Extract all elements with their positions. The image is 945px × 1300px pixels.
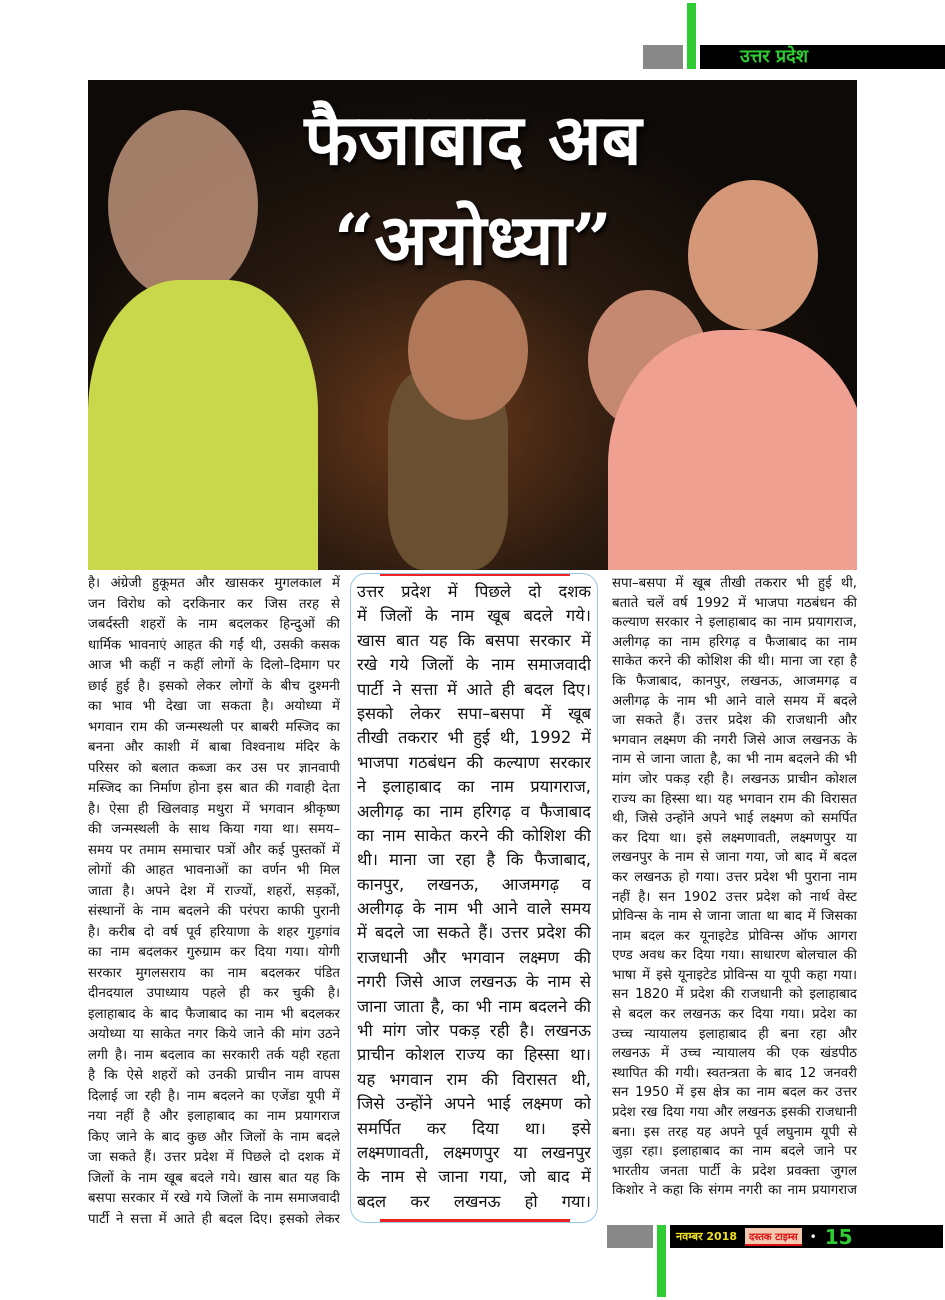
text-line: जुड़ा रहा। इलाहाबाद का नाम बदले जाने पर bbox=[612, 1144, 857, 1160]
bullet: • bbox=[809, 1229, 817, 1244]
headline bbox=[238, 90, 708, 290]
text-line: इलाहाबाद के बाद फैजाबाद का नाम भी बदलकर bbox=[88, 1006, 340, 1022]
text-line: खास बात यह कि बसपा सरकार में bbox=[357, 630, 591, 650]
text-line: आज भी कहीं न कहीं लोगों के दिलो–दिमाग पर bbox=[88, 658, 340, 673]
text-line: ने इलाहाबाद का नाम प्रयागराज, bbox=[357, 777, 591, 797]
text-line: उच्च न्यायालय इलाहाबाद ही बना रहा और bbox=[612, 1026, 857, 1042]
issue-date: नवम्बर 2018 bbox=[676, 1230, 738, 1243]
text-line: सरकार मुगलसराय का नाम बदलकर पंडित bbox=[88, 965, 340, 981]
text-line: मांग जोर पकड़ रही है। लखनऊ प्राचीन कोशल bbox=[612, 771, 857, 787]
header-gray-block bbox=[643, 45, 683, 69]
text-line: है। ऐसा ही खिलवाड़ मथुरा में भगवान श्रीकृष्ण bbox=[88, 801, 340, 817]
text-line: नहीं है। सन 1902 उत्तर प्रदेश को नार्थ वेस्ट bbox=[612, 889, 857, 905]
text-line: जिसे उन्होंने अपने भाई लक्ष्मण को bbox=[357, 1094, 591, 1114]
text-line: राज्य का हिस्सा था। यह भगवान राम की विरासत bbox=[612, 791, 857, 807]
cover-photo bbox=[88, 80, 857, 570]
text-line: नगरी जिसे आज लखनऊ के नाम से bbox=[357, 972, 591, 992]
text-line: कल्याण सरकार ने इलाहाबाद का नाम प्रयागराज, bbox=[612, 615, 857, 631]
text-line: प्राचीन कोशल राज्य का हिस्सा था। bbox=[357, 1045, 591, 1065]
text-line: किशोर ने कहा कि संगम नगरी का नाम प्रयागराज bbox=[612, 1183, 857, 1199]
magazine-logo: दस्तक टाइम्स bbox=[745, 1228, 802, 1246]
text-line: जिलों के नाम खूब बदले गये। खास बात यह कि bbox=[88, 1170, 340, 1186]
footer-gray-block bbox=[607, 1225, 653, 1248]
text-line: नाम से जाना जाता है, का भी नाम बदलने की भी bbox=[612, 752, 857, 768]
text-line: जबर्दस्ती शहरों के नाम बदलकर हिन्दुओं की bbox=[88, 617, 340, 632]
text-line: बनना और काशी में बाबा विश्वनाथ मंदिर के bbox=[88, 740, 340, 755]
text-line: का भाव भी देखा जा सकता है। अयोध्या में bbox=[88, 699, 340, 714]
text-line: लखनपुर के नाम से जाना गया, जो बाद में बदल bbox=[612, 850, 857, 866]
text-line: सन 1820 में प्रदेश की राजधानी को इलाहाबाद bbox=[612, 987, 857, 1003]
text-line: में जिलों के नाम खूब बदले गये। bbox=[357, 606, 591, 626]
text-line: जाता है। अपने देश में राज्यों, शहरों, सड़कों, bbox=[88, 883, 340, 899]
footer-green-bar bbox=[657, 1225, 666, 1297]
yellow-sari-figure bbox=[88, 280, 318, 570]
headline-line-1: फैजाबाद अब bbox=[304, 98, 642, 181]
text-line: पार्टी ने सत्ता में आते ही बदल दिए। bbox=[357, 679, 591, 699]
text-line: अलीगढ़ के नाम भी आने वाले समय bbox=[357, 899, 591, 919]
text-line: संस्थानों के नाम बदलने की परंपरा काफी पुरानी bbox=[88, 904, 340, 919]
text-line: नया नहीं है और इलाहाबाद का नाम प्रयागराज bbox=[88, 1109, 340, 1124]
text-line: लखनऊ में उच्च न्यायालय की एक खंडपीठ bbox=[612, 1046, 857, 1062]
text-line: समर्पित कर दिया था। इसे bbox=[357, 1118, 591, 1138]
text-line: साकेत करने की कोशिश की थी। माना जा रहा है bbox=[612, 654, 857, 670]
text-line: समय पर तमाम समाचार पत्रों और कई पुस्तकों में bbox=[88, 842, 340, 858]
text-line: लक्ष्मणावती, लक्ष्मणपुर या लखनपुर bbox=[357, 1142, 591, 1162]
text-line: बताते चलें वर्ष 1992 में भाजपा गठबंधन की bbox=[612, 595, 857, 611]
text-line: भगवान लक्ष्मण की नगरी जिसे आज लखनऊ के bbox=[612, 732, 857, 748]
pull-quote bbox=[350, 573, 598, 1223]
text-line: थी। माना जा रहा है कि फैजाबाद, bbox=[357, 850, 591, 870]
text-line: थी, जिसे उन्होंने अपने भाई लक्ष्मण को समर्पित bbox=[612, 811, 857, 827]
text-line: रखे गये जिलों के नाम समाजवादी bbox=[357, 655, 591, 675]
text-line: कर लखनऊ हो गया। उत्तर प्रदेश भी पुराना नाम bbox=[612, 869, 857, 885]
text-line: बदल कर लखनऊ हो गया। bbox=[357, 1191, 591, 1211]
text-line: प्रोविन्स के नाम से जाना जाता था बाद में जिसका bbox=[612, 909, 857, 925]
text-line: कानपुर, लखनऊ, आजमगढ़ व bbox=[357, 874, 591, 894]
text-line: अलीगढ़ का नाम हरिगढ़ व फैजाबाद का नाम bbox=[612, 634, 857, 650]
person-center-figure bbox=[408, 280, 528, 420]
text-line: जाना जाता है, का भी नाम बदलने की bbox=[357, 996, 591, 1016]
text-line: अयोध्या या साकेत नगर किये जाने की मांग उठने bbox=[88, 1027, 340, 1042]
text-line: दीनदयाल उपाध्याय पहले ही कर चुकी है। bbox=[88, 986, 340, 1001]
text-line: नाम बदल कर यूनाइटेड प्रोविन्स ऑफ आगरा bbox=[612, 928, 857, 944]
text-line: इसको लेकर सपा–बसपा में खूब bbox=[357, 703, 591, 723]
text-line: परिसर को बलात कब्जा कर उस पर ज्ञानवापी bbox=[88, 760, 340, 776]
text-line: जा सकते हैं। उत्तर प्रदेश में पिछले दो दशक में bbox=[88, 1150, 340, 1165]
article-column-1 bbox=[88, 574, 340, 1230]
text-line: भाजपा गठबंधन की कल्याण सरकार bbox=[357, 752, 591, 772]
text-line: दिलाई जा रही है। नाम बदलने का एजेंडा यूपी में bbox=[88, 1088, 340, 1104]
text-line: है कि ऐसे शहरों को उनकी प्राचीन नाम वापस bbox=[88, 1068, 340, 1083]
text-line: जा सकते हैं। उत्तर प्रदेश की राजधानी और bbox=[612, 713, 857, 729]
text-line: छाई हुई है। इसको लेकर लोगों के बीच दुश्मनी bbox=[88, 678, 340, 694]
page-number: 15 bbox=[824, 1224, 853, 1249]
text-line: स्थापित की गयी। स्वतन्त्रता के बाद 12 जनवरी bbox=[612, 1065, 857, 1081]
text-line: सपा–बसपा में खूब तीखी तकरार भी हुई थी, bbox=[612, 576, 857, 591]
text-line: यह भगवान राम की विरासत थी, bbox=[357, 1069, 591, 1089]
text-line: कि फैजाबाद, कानपुर, लखनऊ, आजमगढ़ व bbox=[612, 673, 857, 689]
text-line: जन विरोध को दरकिनार कर जिस तरह से bbox=[88, 596, 340, 612]
text-line: लोगों की आहत भावनाओं का वर्णन भी मिल bbox=[88, 863, 340, 878]
text-line: प्रदेश रख दिया गया और लखनऊ इसकी राजधानी bbox=[612, 1105, 857, 1121]
text-line: अलीगढ़ के नाम भी आने वाले समय में बदले bbox=[612, 693, 857, 709]
text-line: एण्ड अवध कर दिया गया। साधारण बोलचाल की bbox=[612, 948, 857, 964]
text-line: तीखी तकरार भी हुई थी, 1992 में bbox=[357, 728, 591, 748]
article-column-3 bbox=[612, 574, 857, 1201]
text-line: है। करीब दो वर्ष पूर्व हरियाणा के शहर गुड़गांव bbox=[88, 924, 340, 940]
text-line: है। अंग्रेजी हुकूमत और खासकर मुगलकाल में bbox=[88, 576, 340, 591]
saffron-robe-figure bbox=[608, 330, 857, 570]
text-line: भी मांग जोर पकड़ रही है। लखनऊ bbox=[357, 1021, 591, 1041]
person-left-figure bbox=[108, 110, 258, 300]
text-line: बसपा सरकार में रखे गये जिलों के नाम समाजवादी bbox=[88, 1191, 340, 1206]
text-line: में बदले जा सकते हैं। उत्तर प्रदेश की bbox=[357, 923, 591, 943]
header-green-bar bbox=[687, 3, 696, 69]
quote-bottom-rule bbox=[380, 1219, 570, 1222]
text-line: सन 1950 में इस क्षेत्र का नाम बदल कर उत्तर bbox=[612, 1085, 857, 1101]
text-line: पार्टी ने सत्ता में आते ही बदल दिए। इसको लेकर bbox=[88, 1211, 340, 1227]
text-line: लगी है। नाम बदलाव का सरकारी तर्क यही रहता bbox=[88, 1047, 340, 1063]
text-line: से बदल कर लखनऊ कर दिया गया। प्रदेश का bbox=[612, 1007, 857, 1023]
text-line: के नाम से जाना गया, जो बाद में bbox=[357, 1167, 591, 1187]
text-line: भारतीय जनता पार्टी के प्रदेश प्रवक्ता जुगल bbox=[612, 1163, 857, 1179]
text-line: भगवान राम की जन्मस्थली पर बाबरी मस्जिद का bbox=[88, 719, 340, 735]
text-line: की जन्मस्थली के साथ किया गया था। समय– bbox=[88, 822, 340, 837]
text-line: बना। इस तरह यह अपने पूर्व लघुनाम यूपी से bbox=[612, 1124, 857, 1140]
section-label: उत्तर प्रदेश bbox=[700, 45, 945, 69]
text-line: भाषा में इसे यूनाइटेड प्रोविन्स या यूपी कहा गया। bbox=[612, 967, 857, 983]
text-line: किए जाने के बाद कुछ और जिलों के नाम बदले bbox=[88, 1129, 340, 1145]
footer-bar bbox=[670, 1225, 943, 1248]
text-line: का नाम बदलकर गुरुग्राम कर दिया गया। योगी bbox=[88, 945, 340, 960]
text-line: धार्मिक भावनाएं आहत की गईं थी, उसकी कसक bbox=[88, 637, 340, 653]
text-line: कर दिया था। इसे लक्ष्मणावती, लक्ष्मणपुर या bbox=[612, 830, 857, 846]
text-line: अलीगढ़ का नाम हरिगढ़ व फैजाबाद bbox=[357, 801, 591, 821]
text-line: उत्तर प्रदेश में पिछले दो दशक bbox=[357, 582, 591, 601]
text-line: राजधानी और भगवान लक्ष्मण की bbox=[357, 947, 591, 967]
text-line: मस्जिद का निर्माण होना इस बात की गवाही देता bbox=[88, 781, 340, 796]
text-line: का नाम साकेत करने की कोशिश की bbox=[357, 825, 591, 845]
headline-line-2: “अयोध्या” bbox=[334, 198, 612, 281]
